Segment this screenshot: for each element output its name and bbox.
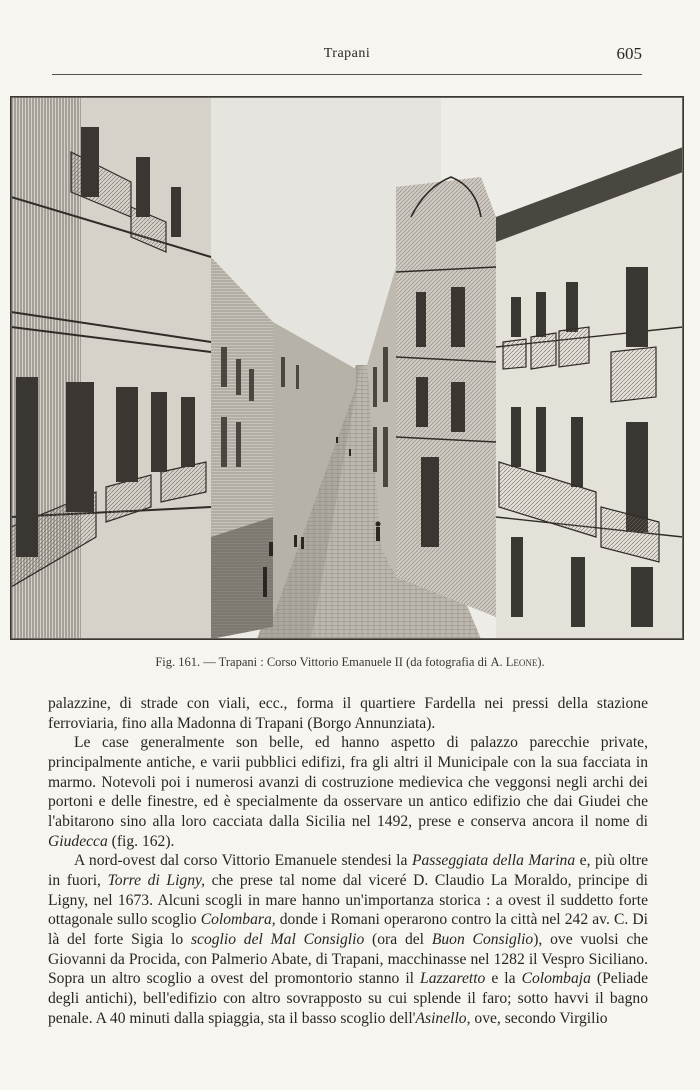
italic-term: Torre di Ligny, xyxy=(107,871,205,889)
text-run: (Peliade degli antichi), bell'edifizio con altro sovrapposto su cui splende il faro; sotto havvi il bagno penale. A 40 minuti dalla spiaggia, sta il basso scoglio dell' xyxy=(48,970,649,1027)
italic-term: Colombara, xyxy=(200,911,276,929)
text-run: e la xyxy=(485,970,522,988)
running-title: Trapani xyxy=(323,46,371,61)
text-run: donde i Romani operarono contro la città nel 242 av. C. Di là del forte Sigia lo xyxy=(48,911,648,948)
text-run: e, più oltre in fuori, xyxy=(48,852,648,889)
text-run: ), ove vuolsi che Giovanni da Procida, con Palmerio Abate, di Trapani, macchinasse nel 1282 il Vespro Siciliano. Sopra un altro scoglio a ovest del promontorio stanno il xyxy=(48,930,648,988)
text-run: palazzine, di strade con viali, ecc., forma il quartiere Fardella nei pressi della stazione ferroviaria, fino alla Madonna di Trapani (Borgo Annunziata). xyxy=(48,695,648,732)
page-number: 605 xyxy=(616,44,642,63)
text-run: ove, secondo Virgilio xyxy=(470,1009,608,1027)
text-run: A nord-ovest dal corso Vittorio Emanuele stendesi la xyxy=(74,852,412,870)
street-engraving-figure xyxy=(10,96,684,640)
paragraph xyxy=(48,694,648,733)
italic-term: scoglio del Mal Consiglio xyxy=(190,930,365,948)
italic-term: Asinello, xyxy=(415,1009,471,1027)
figure-caption xyxy=(40,655,660,670)
text-run: (ora del xyxy=(364,930,432,948)
text-run: che prese tal nome dal viceré D. Claudio La Moraldo, principe di Ligny, nel 1673. Alcuni scogli in mare hanno un'importanza storica : a ovest il suddetto forte ottagonale sullo scoglio xyxy=(48,871,648,929)
body-text xyxy=(48,694,648,1028)
caption-text: Fig. 161. — Trapani : Corso Vittorio Emanuele II (da fotografia di xyxy=(155,655,488,669)
italic-term: Lazzaretto xyxy=(420,970,486,988)
caption-suffix: ). xyxy=(537,655,545,669)
text-run: (fig. 162). xyxy=(107,832,175,850)
header-rule xyxy=(52,74,642,75)
text-run: Le case generalmente son belle, ed hanno aspetto di palazzo parecchie private, principalmente antiche, e varii pubblici edifizi, fra gli altri il Municipale con la sua facciata in marmo. Notevoli poi i numerosi avanzi di costruzione medievica che veggonsi negli archi dei portoni e delle finestre, ed è specialmente da osservare un antico edifizio che dai Giudei che l'abitarono sino alla loro cacciata dalla Sicilia nel 1492, prese e conserva ancora il nome di xyxy=(48,734,648,830)
italic-term: Buon Consiglio xyxy=(431,930,534,948)
street-engraving-illustration xyxy=(11,97,683,639)
italic-term: Passeggiata della Marina xyxy=(411,852,576,870)
caption-author: A. Leone xyxy=(490,655,538,669)
paragraph xyxy=(48,851,648,1028)
page-header xyxy=(52,46,642,68)
paragraph xyxy=(48,733,648,851)
italic-term: Colombaja xyxy=(521,970,591,988)
italic-term: Giudecca xyxy=(48,832,108,850)
